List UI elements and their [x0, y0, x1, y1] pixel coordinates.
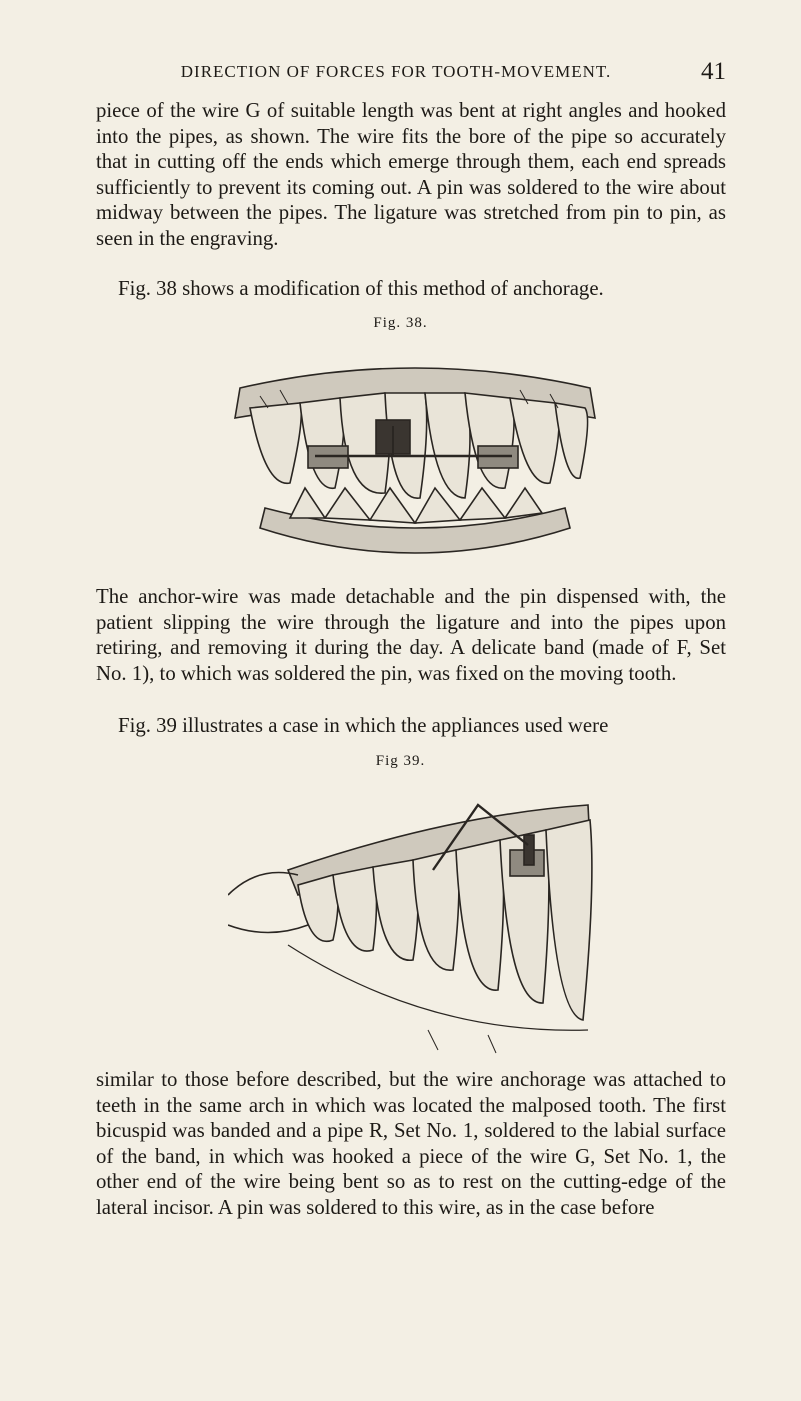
figure-39-drawing: [228, 805, 592, 1053]
figure-39-caption: Fig 39.: [375, 753, 426, 769]
running-header: [96, 58, 726, 88]
paragraph-2: Fig. 38 shows a modification of this method of anchorage.: [118, 277, 604, 300]
paragraph-3: The anchor-wire was made detachable and the pin dispensed with, the patient slipping the wire through the ligature and into the pipes upon retiring, and removing it during the day. A delicate band (made of F, Set No. 1), to which was soldered the pin, was fixed on the moving tooth.: [96, 585, 726, 685]
paragraph-1: piece of the wire G of suitable length was bent at right angles and hooked into the pipes, as shown. The wire fits the bore of the pipe so accurately that in cutting off the ends which emerge through them, each end spreads sufficiently to prevent its coming out. A pin was soldered to the wire about midway between the pipes. The ligature was stretched from pin to pin, as seen in the engraving.: [96, 99, 726, 250]
paragraph-4: Fig. 39 illustrates a case in which the appliances used were: [118, 714, 609, 737]
running-title: DIRECTION OF FORCES FOR TOOTH-MOVEMENT.: [180, 62, 612, 81]
figure-38-teeth-engraving: [220, 348, 610, 566]
figure-38-caption: Fig. 38.: [373, 315, 428, 331]
page-number: 41: [701, 58, 726, 85]
figure-38-drawing: [235, 368, 595, 553]
figure-39-teeth-engraving: [228, 775, 610, 1057]
paragraph-5: similar to those before described, but the wire anchorage was attached to teeth in the same arch in which was located the malposed tooth. The first bicuspid was banded and a pipe R, Set No. 1, soldered to the labial surface of the band, in which was hooked a piece of the wire G, Set No. 1, the other end of the wire being bent so as to rest on the cutting-edge of the lateral incisor. A pin was soldered to this wire, as in the case before: [96, 1068, 726, 1219]
